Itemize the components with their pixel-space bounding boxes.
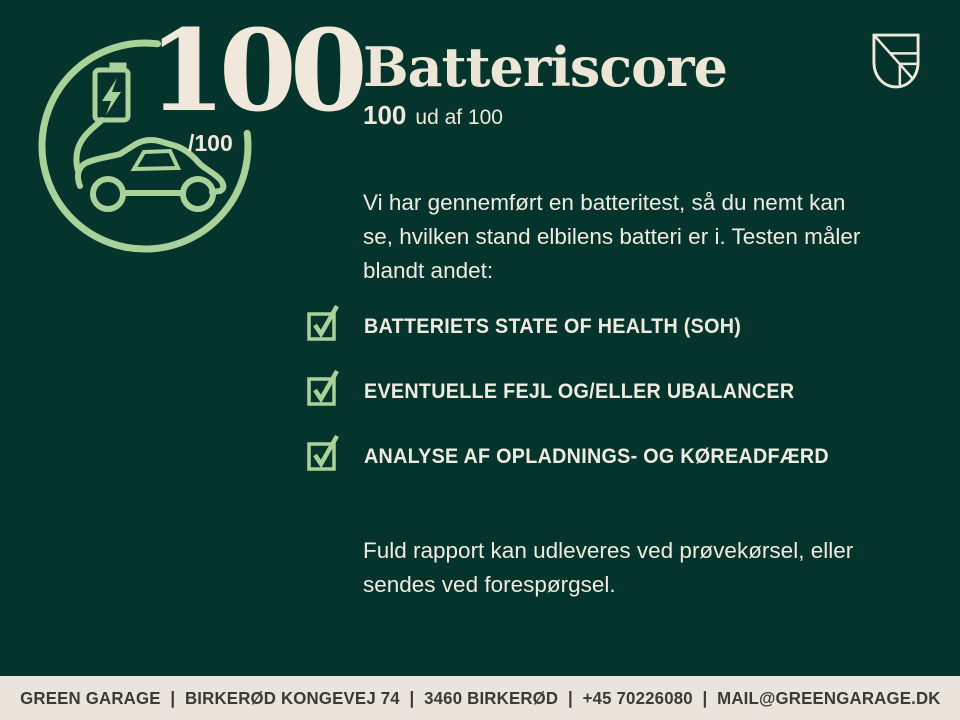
checklist-item-label: EVENTUELLE FEJL OG/ELLER UBALANCER — [364, 380, 795, 403]
checklist-item — [306, 303, 859, 341]
report-availability-note: Fuld rapport kan udleveres ved prøvekørsel, eller sendes ved forespørgsel. — [363, 538, 854, 597]
subtitle-text: ud af 100 — [415, 106, 503, 129]
checked-checkbox-icon — [306, 303, 344, 341]
score-value: 100 — [148, 6, 361, 137]
shield-leaf-logo — [872, 32, 920, 90]
checklist-item — [306, 368, 859, 406]
checklist-item-label: BATTERIETS STATE OF HEALTH (SOH) — [364, 315, 742, 338]
dealer-contact-info: GREEN GARAGE | BIRKERØD KONGEVEJ 74 | 3460 BIRKERØD | +45 70226080 | MAIL@GREENGARAGE.DK — [19, 687, 941, 708]
subtitle-score: 100 — [363, 100, 407, 130]
checklist-item — [306, 433, 859, 471]
intro-paragraph: Vi har gennemført en batteritest, så du nemt kan se, hvilken stand elbilens batteri er i. Testen måler blandt andet: — [363, 190, 861, 283]
score-denominator: /100 — [188, 130, 233, 156]
checked-checkbox-icon — [306, 368, 344, 406]
checklist-item-label: ANALYSE AF OPLADNINGS- OG KØREADFÆRD — [364, 445, 829, 468]
battery-charging-icon — [95, 65, 128, 120]
page-title: Batteriscore — [363, 35, 727, 99]
battery-test-checklist — [306, 303, 859, 471]
footer-bar — [0, 676, 960, 720]
score-subtitle — [363, 100, 503, 131]
checked-checkbox-icon — [306, 433, 344, 471]
